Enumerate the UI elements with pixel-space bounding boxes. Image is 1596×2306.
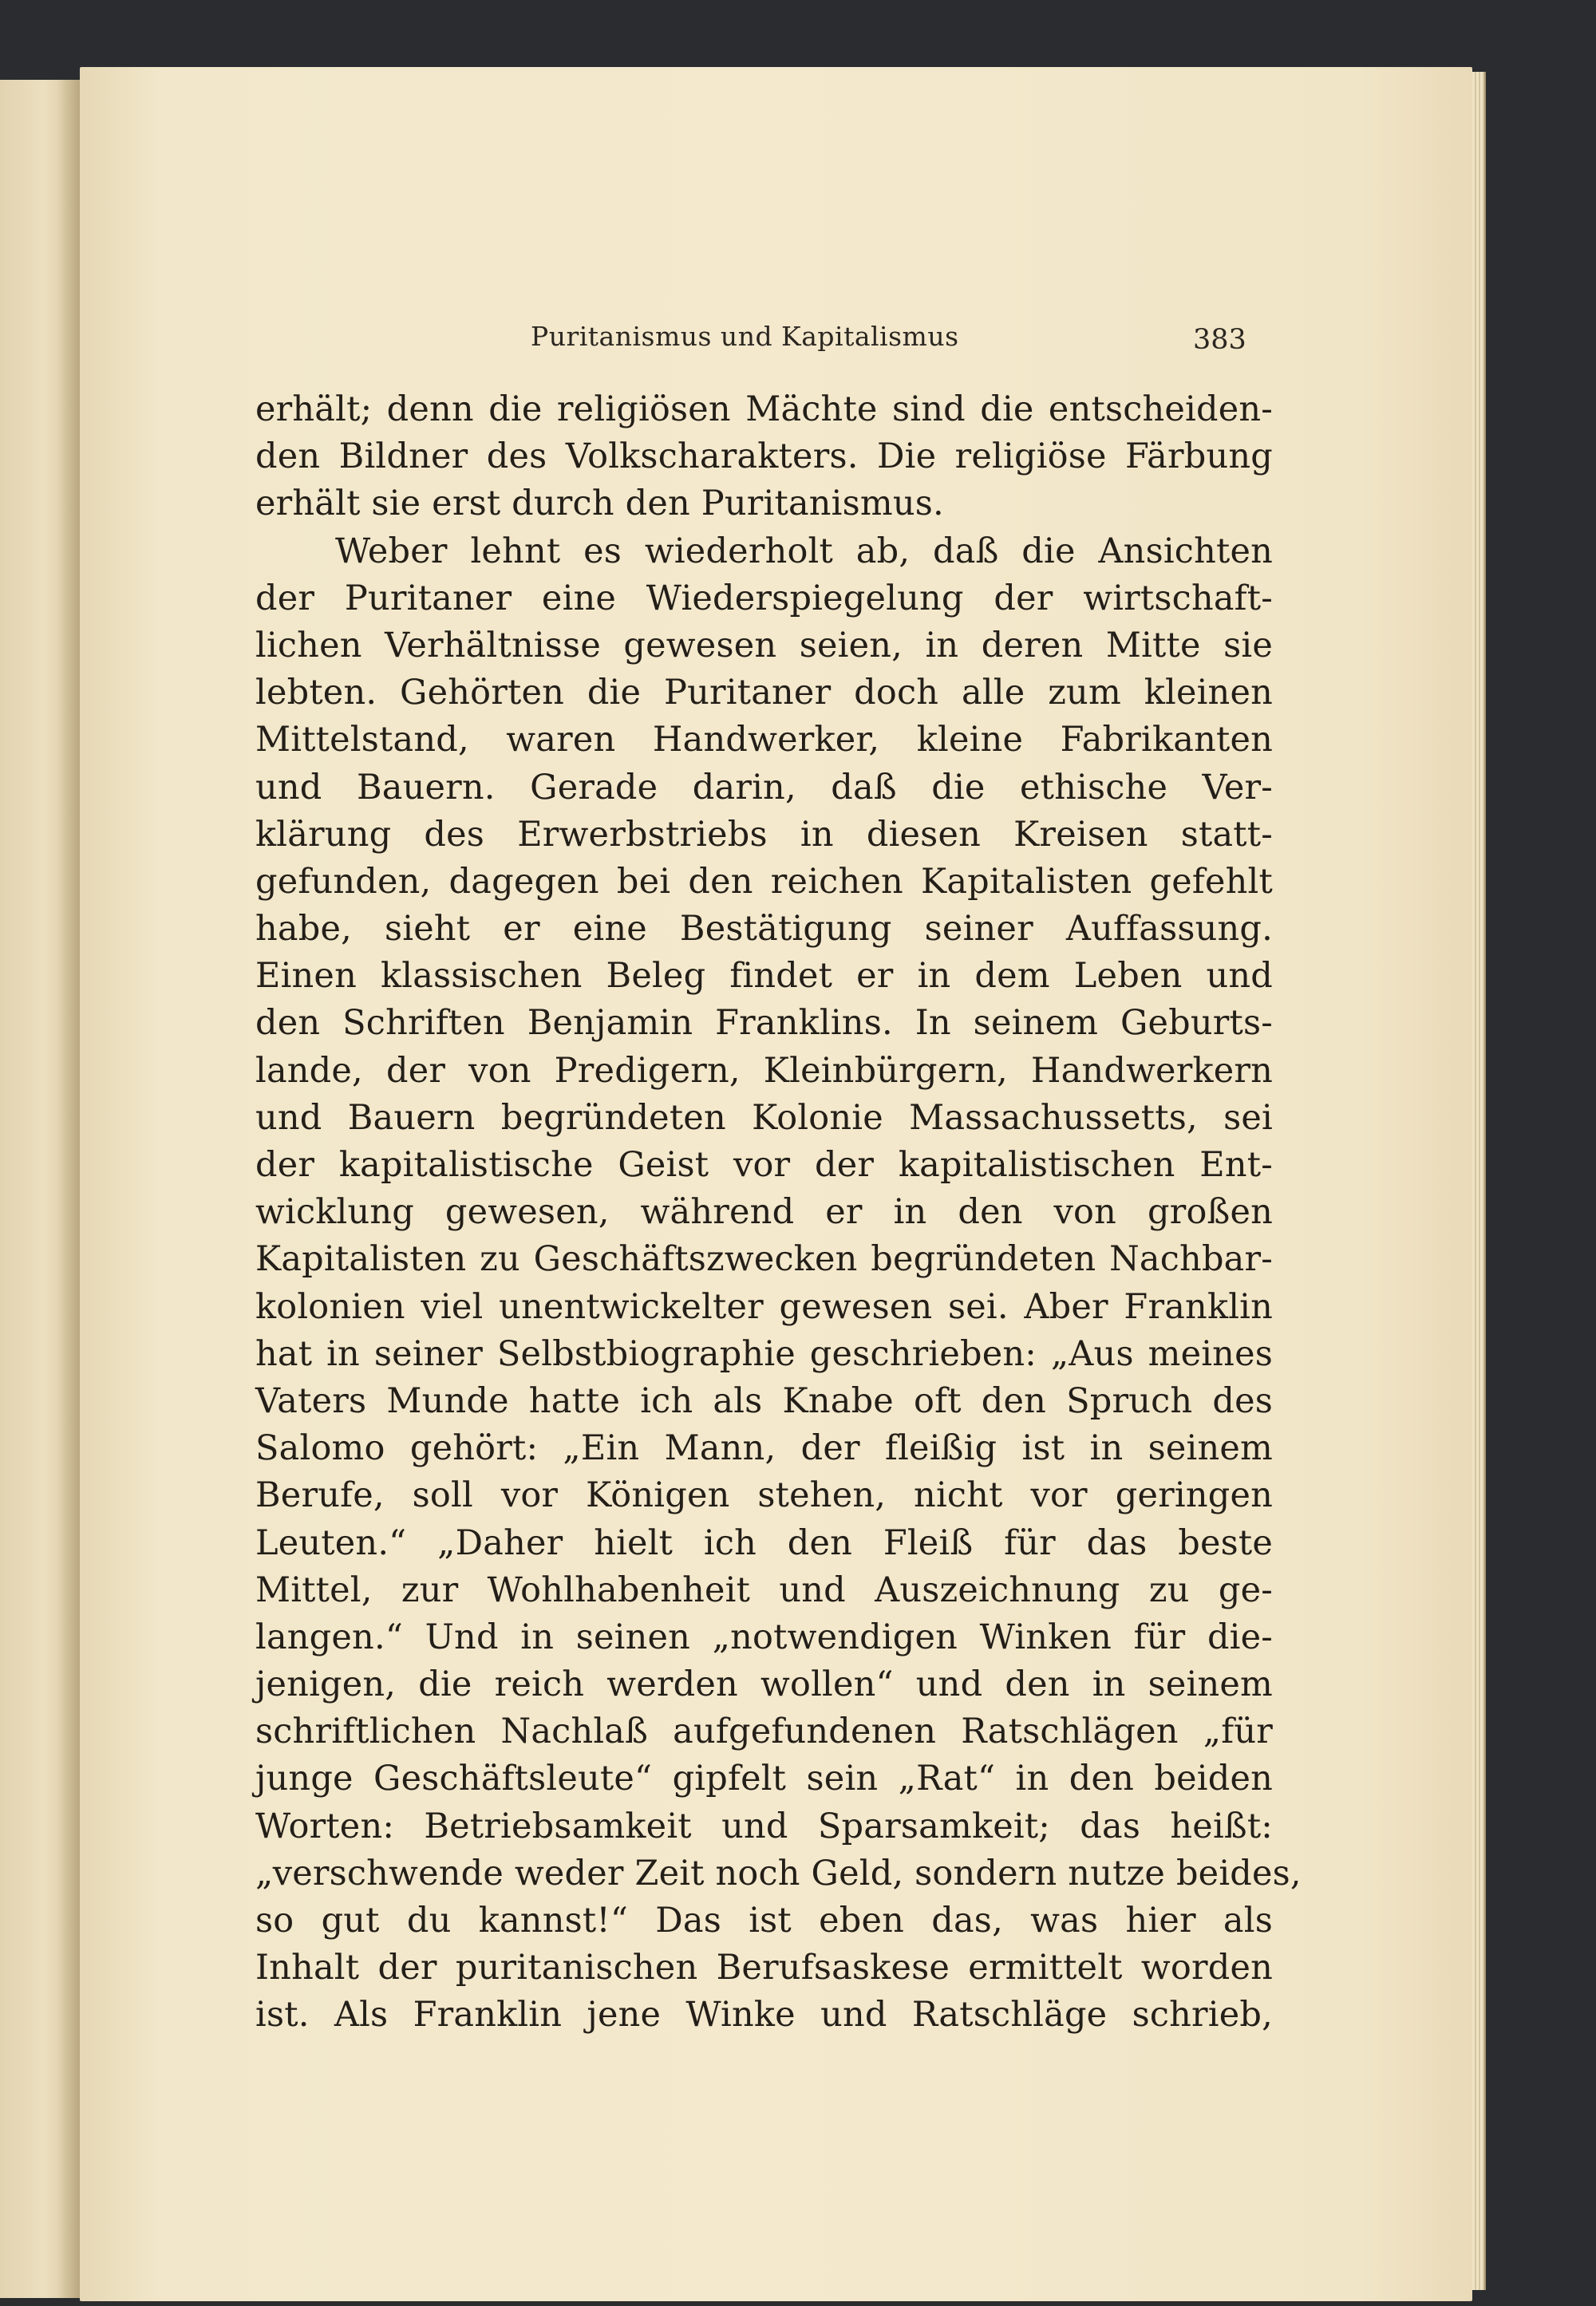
- text-line: Vaters Munde hatte ich als Knabe oft den Spruch des: [255, 1380, 1273, 1421]
- text-line: und Bauern. Gerade darin, daß die ethische Ver-: [255, 767, 1273, 807]
- running-head: [80, 321, 1472, 361]
- text-line: langen.“ Und in seinen „notwendigen Winken für die-: [255, 1617, 1273, 1657]
- running-title: Puritanismus und Kapitalismus: [531, 321, 959, 352]
- text-line: lichen Verhältnisse gewesen seien, in deren Mitte sie: [255, 625, 1273, 665]
- text-line: Worten: Betriebsamkeit und Sparsamkeit; das heißt:: [255, 1806, 1273, 1846]
- text-line: lande, der von Predigern, Kleinbürgern, Handwerkern: [255, 1050, 1273, 1091]
- text-line: Mittelstand, waren Handwerker, kleine Fabrikanten: [255, 720, 1273, 760]
- text-line: klärung des Erwerbstriebs in diesen Kreisen statt-: [255, 814, 1273, 855]
- text-line: der Puritaner eine Wiederspiegelung der wirtschaft-: [255, 578, 1273, 618]
- text-line: den Bildner des Volkscharakters. Die religiöse Färbung: [255, 436, 1273, 477]
- text-line: hat in seiner Selbstbiographie geschrieben: „Aus meines: [255, 1333, 1273, 1374]
- text-line: jenigen, die reich werden wollen“ und den in seinem: [255, 1664, 1273, 1705]
- text-line: der kapitalistische Geist vor der kapitalistischen Ent-: [255, 1145, 1273, 1185]
- text-line: „verschwende weder Zeit noch Geld, sondern nutze beides,: [255, 1853, 1302, 1893]
- text-line: Inhalt der puritanischen Berufsaskese ermittelt worden: [255, 1948, 1273, 1988]
- text-line: ist. Als Franklin jene Winke und Ratschläge schrieb,: [255, 1995, 1273, 2036]
- text-line: erhält sie erst durch den Puritanismus.: [255, 484, 944, 524]
- text-line: Berufe, soll vor Königen stehen, nicht vor geringen: [255, 1475, 1273, 1516]
- text-line: gefunden, dagegen bei den reichen Kapitalisten gefehlt: [255, 861, 1273, 902]
- text-line: Mittel, zur Wohlhabenheit und Auszeichnung zu ge-: [255, 1570, 1273, 1610]
- text-line: Einen klassischen Beleg findet er in dem Leben und: [255, 956, 1273, 997]
- text-line: erhält; denn die religiösen Mächte sind die entscheiden-: [255, 389, 1273, 429]
- text-line: kolonien viel unentwickelter gewesen sei. Aber Franklin: [255, 1286, 1273, 1327]
- book-page: [80, 67, 1472, 2301]
- text-line: habe, sieht er eine Bestätigung seiner Auffassung.: [255, 909, 1273, 950]
- text-line: lebten. Gehörten die Puritaner doch alle zum kleinen: [255, 673, 1273, 713]
- page-number: 383: [1193, 324, 1246, 356]
- text-line: Kapitalisten zu Geschäftszwecken begründeten Nachbar-: [255, 1239, 1273, 1280]
- text-line: Weber lehnt es wiederholt ab, daß die Ansichten: [335, 531, 1273, 571]
- text-line: so gut du kannst!“ Das ist eben das, was hier als: [255, 1901, 1273, 1941]
- text-line: junge Geschäftsleute“ gipfelt sein „Rat“ in den beiden: [255, 1759, 1273, 1799]
- gutter-shadow: [57, 80, 81, 2298]
- text-line: Leuten.“ „Daher hielt ich den Fleiß für das beste: [255, 1522, 1273, 1563]
- text-line: Salomo gehört: „Ein Mann, der fleißig ist in seinem: [255, 1428, 1273, 1469]
- text-line: und Bauern begründeten Kolonie Massachussetts, sei: [255, 1097, 1273, 1138]
- text-line: den Schriften Benjamin Franklins. In seinem Geburts-: [255, 1003, 1273, 1044]
- text-line: schriftlichen Nachlaß aufgefundenen Ratschlägen „für: [255, 1712, 1273, 1752]
- text-line: wicklung gewesen, während er in den von großen: [255, 1192, 1273, 1233]
- body-text: [255, 386, 1302, 2039]
